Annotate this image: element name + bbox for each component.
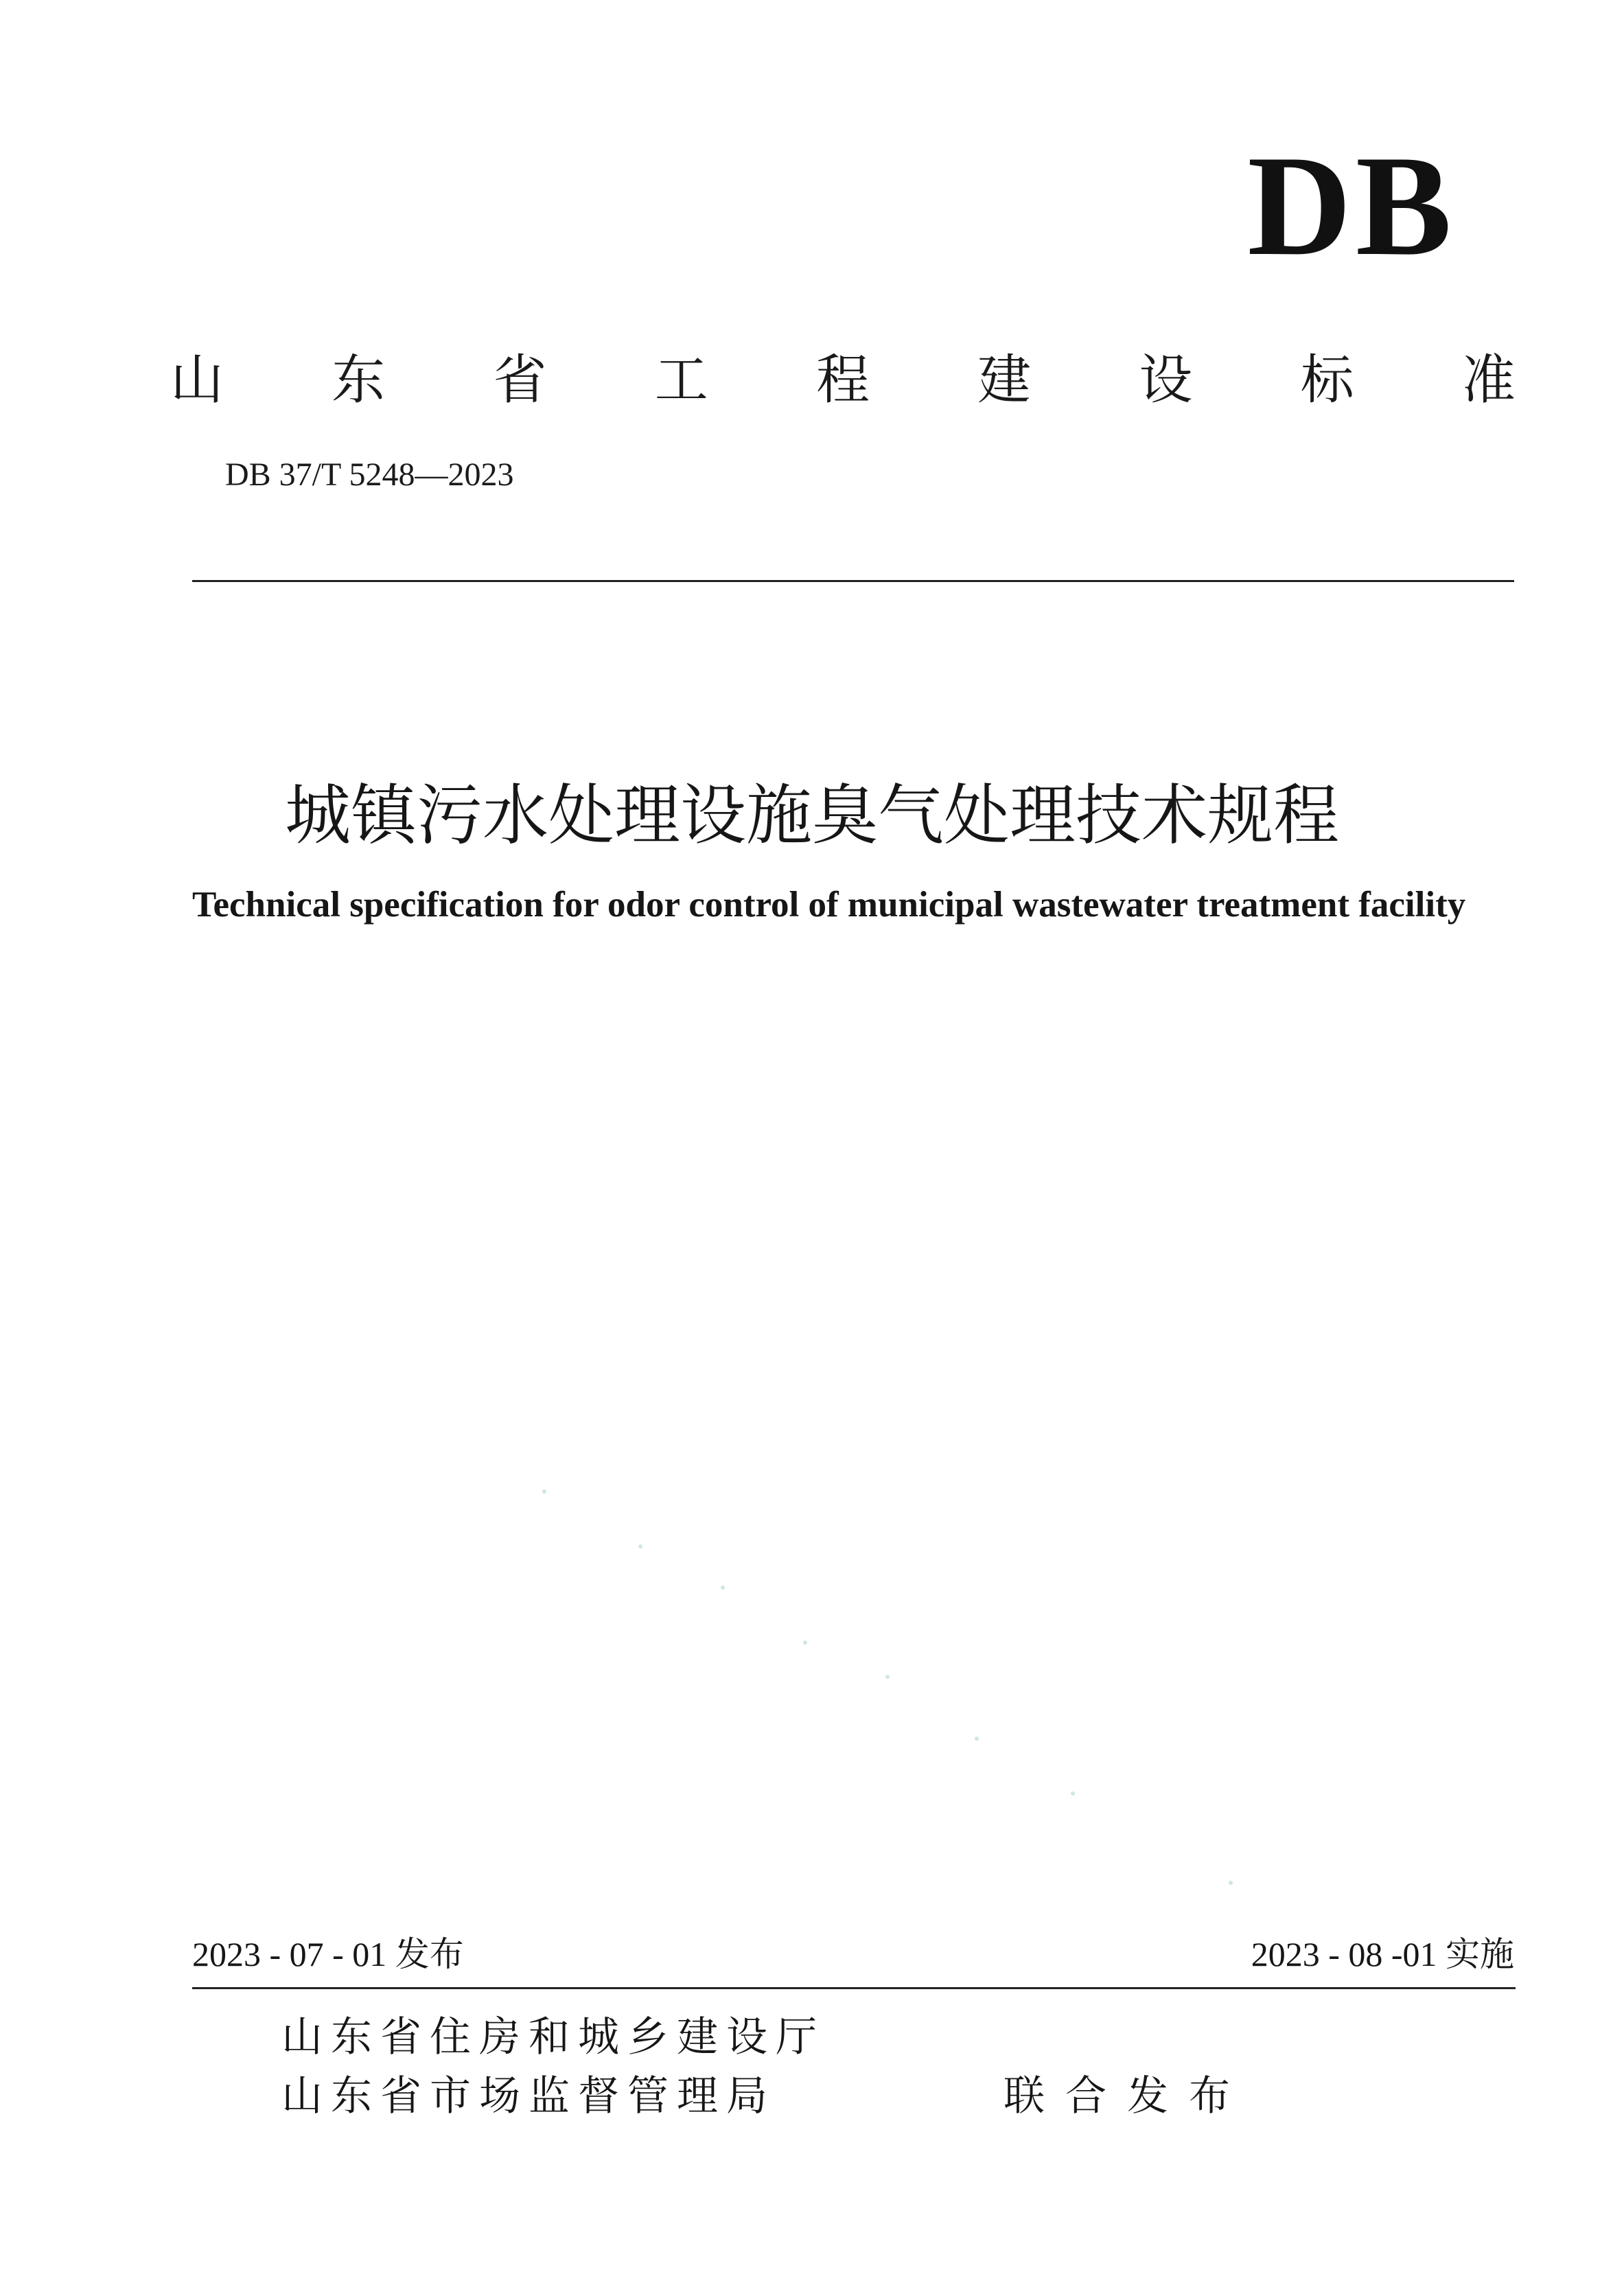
scan-speck: [803, 1640, 807, 1645]
scan-speck: [885, 1675, 890, 1679]
standard-type-char: 工: [654, 349, 708, 411]
top-divider: [192, 580, 1514, 582]
issuer-housing-department: 山东省住房和城乡建设厅: [281, 2013, 825, 2061]
document-title-english: Technical specification for odor control of municipal wastewater treatment facility: [192, 885, 1466, 925]
joint-release-label: 联合发布: [1004, 2072, 1251, 2120]
standard-type-char: 设: [1139, 349, 1193, 411]
standard-type-char: 标: [1300, 349, 1354, 411]
issuer-market-regulation-bureau: 山东省市场监督管理局: [281, 2072, 776, 2120]
standard-number: DB 37/T 5248—2023: [225, 456, 514, 493]
standard-type-char: 程: [815, 349, 870, 411]
bottom-divider: [192, 1987, 1516, 1989]
scan-speck: [1071, 1791, 1075, 1796]
standard-type-heading: [170, 349, 1516, 411]
scan-speck: [721, 1586, 725, 1590]
issue-date: 2023 - 07 - 01 发布: [192, 1935, 464, 1973]
scan-speck: [638, 1544, 642, 1549]
scan-speck: [975, 1737, 979, 1741]
standard-type-char: 山: [170, 349, 224, 411]
scan-speck: [542, 1489, 546, 1494]
standard-type-char: 省: [493, 349, 547, 411]
db-logo: DB: [1247, 126, 1456, 286]
scan-speck: [1229, 1881, 1233, 1885]
implementation-date: 2023 - 08 -01 实施: [1251, 1935, 1514, 1973]
standard-type-char: 建: [977, 349, 1032, 411]
standard-type-char: 东: [332, 349, 386, 411]
document-title-chinese: 城镇污水处理设施臭气处理技术规程: [285, 777, 1339, 854]
standard-type-char: 准: [1461, 349, 1516, 411]
